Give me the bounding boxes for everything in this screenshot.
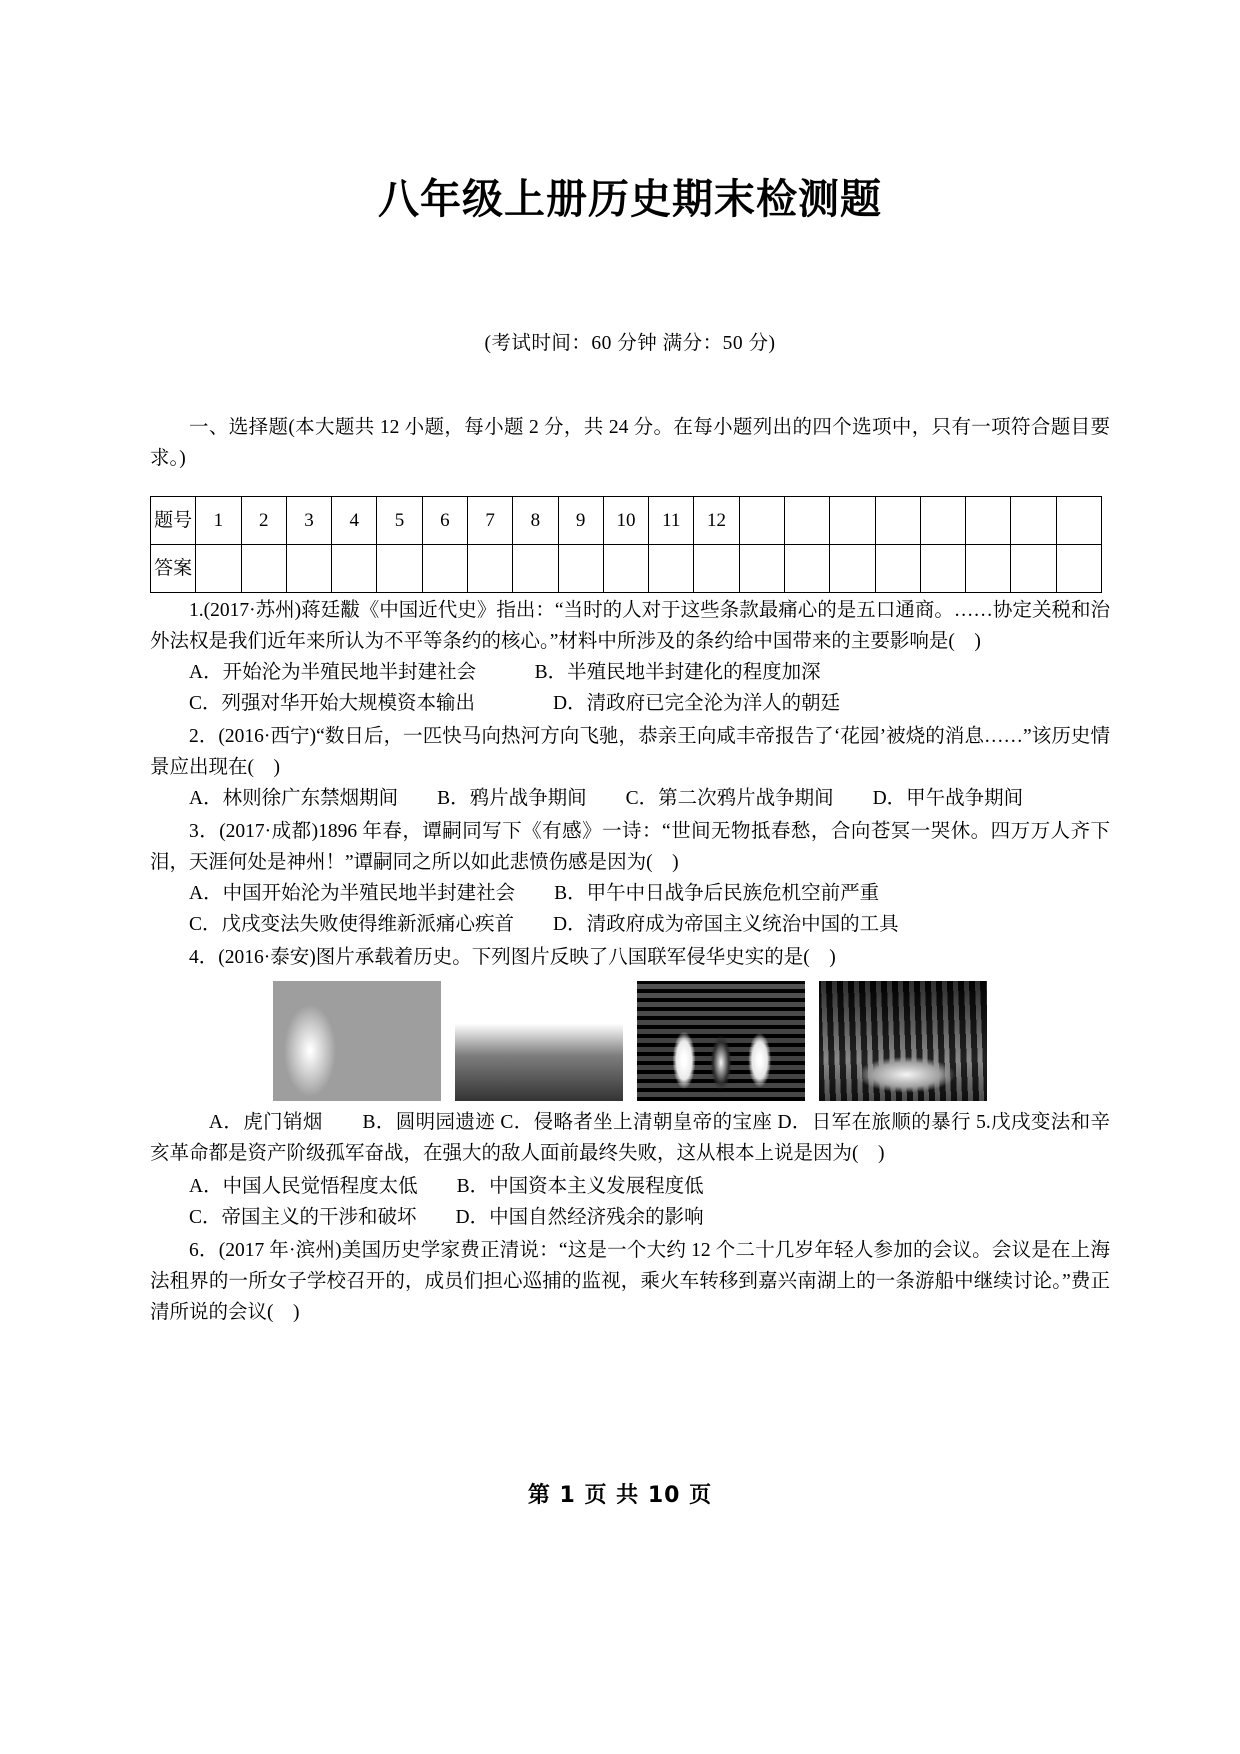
question-option-line[interactable]: A．林则徐广东禁烟期间 B．鸦片战争期间 C．第二次鸦片战争期间 D．甲午战争期间: [189, 788, 1024, 810]
table-cell-answer[interactable]: [875, 545, 920, 593]
table-cell-answer[interactable]: [1056, 545, 1101, 593]
question-stem: 6．(2017 年·滨州)美国历史学家费正清说：“这是一个大约 12 个二十几岁年轻人参加的会议。会议是在上海法租界的一所女子学校召开的，成员们担心巡捕的监视，乘火车转移到嘉兴南湖上的一条游船中继续讨论。”费正清所说的会议( ): [150, 1240, 1110, 1324]
question-option-line[interactable]: A．中国人民觉悟程度太低 B．中国资本主义发展程度低: [189, 1176, 704, 1198]
table-cell-answer[interactable]: [920, 545, 965, 593]
page-title: 八年级上册历史期末检测题: [378, 175, 882, 223]
table-cell-qnum: 11: [649, 497, 694, 545]
table-cell-answer[interactable]: [332, 545, 377, 593]
table-cell-qnum: 5: [377, 497, 422, 545]
table-cell-answer[interactable]: [694, 545, 739, 593]
table-cell-qnum: [739, 497, 784, 545]
table-cell-answer[interactable]: [196, 545, 241, 593]
question-5: [150, 1169, 1110, 1233]
table-cell-qnum: [1011, 497, 1056, 545]
row-label-question-number: 题号: [151, 497, 196, 545]
table-cell-qnum: 12: [694, 497, 739, 545]
question-option-line[interactable]: C．列强对华开始大规模资本输出 D．清政府已完全沦为洋人的朝廷: [189, 693, 841, 715]
japanese-atrocity-lushun-photo-image: [819, 981, 987, 1101]
page-content: [150, 0, 1110, 1328]
row-label-answer: 答案: [151, 545, 196, 593]
exam-subtitle: (考试时间：60 分钟 满分：50 分): [484, 333, 776, 355]
question-3: [150, 814, 1110, 940]
table-cell-answer[interactable]: [422, 545, 467, 593]
answer-grid-table: [150, 496, 1102, 593]
table-cell-answer[interactable]: [1011, 545, 1056, 593]
table-cell-qnum: [784, 497, 829, 545]
question-stem: 4．(2016·泰安)图片承载着历史。下列图片反映了八国联军侵华史实的是( ): [189, 947, 836, 969]
question-1: [150, 593, 1110, 719]
question-6: [150, 1233, 1110, 1328]
table-cell-answer[interactable]: [467, 545, 512, 593]
answer-grid-wrapper: [150, 474, 1110, 593]
table-cell-qnum: 1: [196, 497, 241, 545]
table-cell-answer[interactable]: [603, 545, 648, 593]
question-stem: 1.(2017·苏州)蒋廷黻《中国近代史》指出：“当时的人对于这些条款最痛心的是五口通商。……协定关税和治外法权是我们近年来所认为不平等条约的核心。”材料中所涉及的条约给中国带来的主要影响是( ): [150, 600, 1110, 653]
table-cell-answer[interactable]: [513, 545, 558, 593]
question-option-line[interactable]: C．戊戌变法失败使得维新派痛心疾首 D．清政府成为帝国主义统治中国的工具: [189, 914, 899, 936]
table-cell-qnum: [1056, 497, 1101, 545]
table-cell-qnum: 3: [286, 497, 331, 545]
table-cell-qnum: 6: [422, 497, 467, 545]
table-cell-qnum: 8: [513, 497, 558, 545]
question-stem: 3．(2017·成都)1896 年春，谭嗣同写下《有感》一诗：“世间无物抵春愁，合向苍冥一哭休。四万万人齐下泪，天涯何处是神州！”谭嗣同之所以如此悲愤伤感是因为( ): [150, 821, 1110, 874]
table-row-question-numbers: [151, 497, 1102, 545]
table-cell-answer[interactable]: [830, 545, 875, 593]
question-option-line[interactable]: A．虎门销烟 B．圆明园遗迹 C．侵略者坐上清朝皇帝的宝座 D．日军在旅顺的暴行 5.戊戌变法和辛亥革命都是资产阶级孤军奋战，在强大的敌人面前最终失败，这从根本上说是因为( ): [150, 1112, 1110, 1165]
question-4-figure-row: [150, 973, 1110, 1107]
question-stem: 2．(2016·西宁)“数日后，一匹快马向热河方向飞驰，恭亲王向咸丰帝报告了‘花园’被烧的消息……”该历史情景应出现在( ): [150, 726, 1110, 779]
table-cell-answer[interactable]: [649, 545, 694, 593]
table-cell-qnum: 9: [558, 497, 603, 545]
table-cell-qnum: [966, 497, 1011, 545]
table-cell-qnum: 4: [332, 497, 377, 545]
question-option-line[interactable]: C．帝国主义的干涉和破坏 D．中国自然经济残余的影响: [189, 1207, 704, 1229]
table-cell-answer[interactable]: [784, 545, 829, 593]
table-cell-answer[interactable]: [739, 545, 784, 593]
table-row-answers: [151, 545, 1102, 593]
yuanmingyuan-ruins-photo-image: [455, 981, 623, 1101]
table-cell-qnum: 2: [241, 497, 286, 545]
table-cell-answer[interactable]: [286, 545, 331, 593]
invaders-on-qing-throne-photo-image: [637, 981, 805, 1101]
question-option-line[interactable]: A．开始沦为半殖民地半封建社会 B．半殖民地半封建化的程度加深: [189, 662, 821, 684]
page-footer: 第 1 页 共 10 页: [527, 1483, 713, 1508]
question-2: [150, 719, 1110, 814]
table-cell-answer[interactable]: [966, 545, 1011, 593]
table-cell-answer[interactable]: [558, 545, 603, 593]
question-option-line[interactable]: A．中国开始沦为半殖民地半封建社会 B．甲午中日战争后民族危机空前严重: [189, 883, 880, 905]
humen-destruction-of-opium-relief-image: [273, 981, 441, 1101]
table-cell-qnum: [920, 497, 965, 545]
table-cell-qnum: [875, 497, 920, 545]
table-cell-qnum: 10: [603, 497, 648, 545]
table-cell-answer[interactable]: [377, 545, 422, 593]
table-cell-qnum: [830, 497, 875, 545]
section-heading-multiple-choice: 一、选择题(本大题共 12 小题，每小题 2 分，共 24 分。在每小题列出的四个选项中，只有一项符合题目要求。): [150, 417, 1110, 470]
table-cell-answer[interactable]: [241, 545, 286, 593]
question-4: [150, 940, 1110, 1169]
table-cell-qnum: 7: [467, 497, 512, 545]
